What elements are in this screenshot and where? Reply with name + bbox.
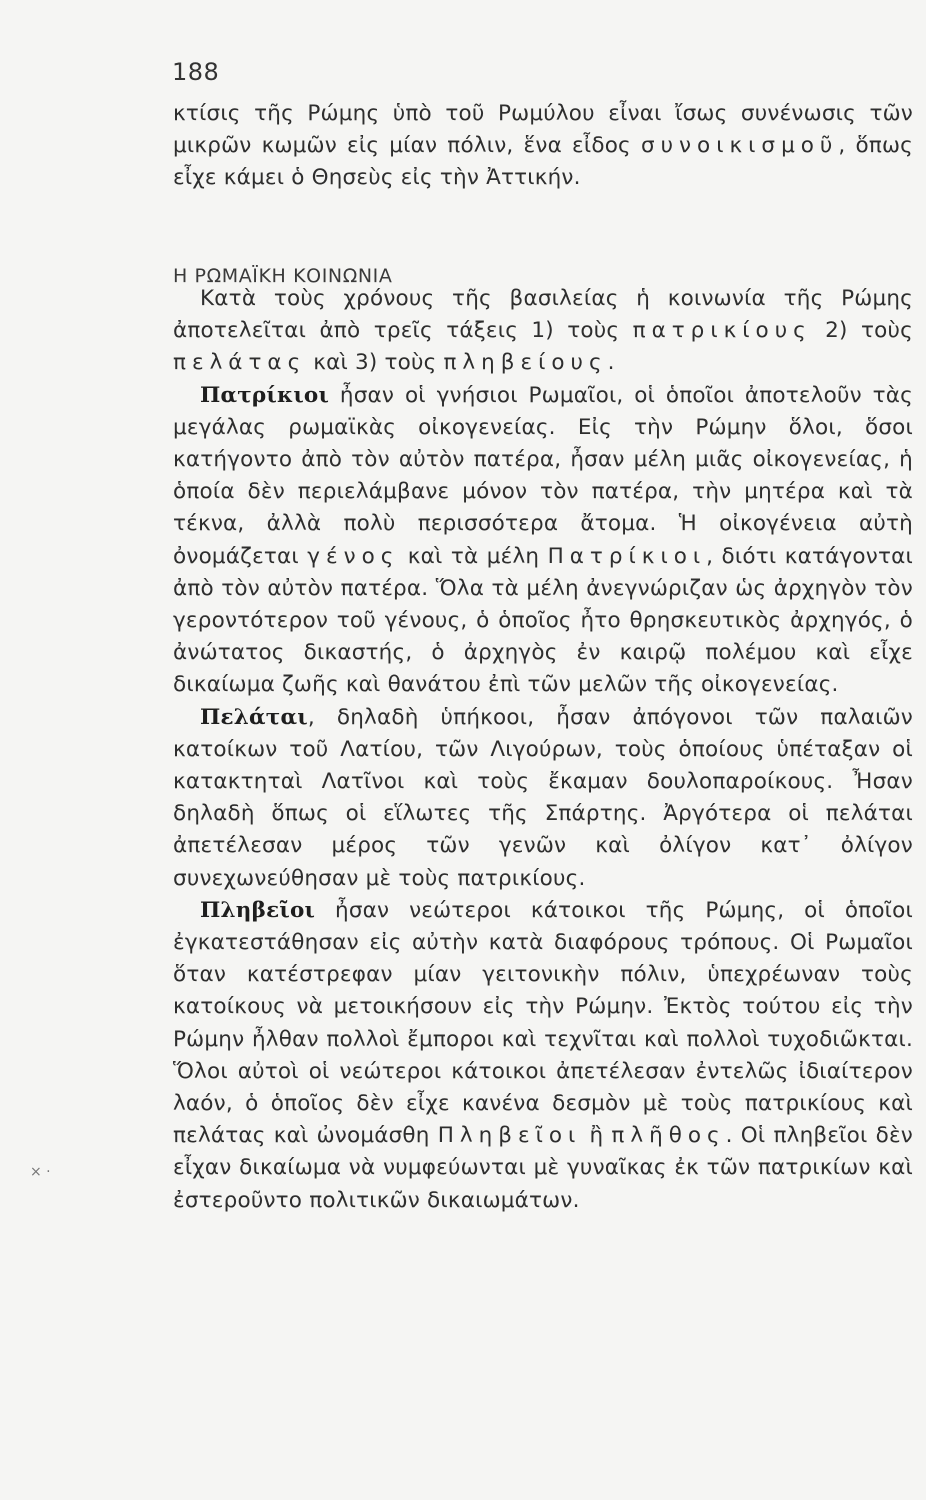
classes-text-2: 2) τοὺς bbox=[811, 318, 913, 344]
term-pelatas: πελάτας bbox=[173, 350, 307, 376]
term-plebeians-heading: Πληβεῖοι bbox=[200, 897, 316, 923]
term-plebeioi: Πληβεῖοι bbox=[437, 1123, 582, 1149]
term-patrikioi: Πατρίκιοι bbox=[547, 543, 707, 569]
paragraph-classes bbox=[173, 283, 913, 380]
paragraph-clients bbox=[173, 702, 913, 895]
clients-text: , δηλαδὴ ὑπήκοοι, ἦσαν ἀπόγονοι τῶν παλαιῶν κατοίκων τοῦ Λατίου, τῶν Λιγούρων, τοὺς ὁποίους ὑπέταξαν οἱ κατακτηταὶ Λατῖνοι καὶ τοὺς ἔκαμαν δουλοπαροίκους. Ἦσαν δηλαδὴ ὅπως οἱ εἵλωτες τῆς Σπάρτης. Ἀργότερα οἱ πελάται ἀπετέλεσαν μέρος τῶν γενῶν καὶ ὀλίγον κατ᾽ ὀλίγον συνεχωνεύθησαν μὲ τοὺς πατρικίους. bbox=[173, 704, 913, 891]
classes-text-4: . bbox=[607, 350, 615, 376]
section-body bbox=[173, 283, 913, 1217]
classes-text-3: καὶ 3) τοὺς bbox=[306, 350, 444, 376]
intro-text-start: κτίσις τῆς Ρώμης ὑπὸ τοῦ Ρωμύλου εἶναι ἴσως συνένωσις τῶν μικρῶν κωμῶν εἰς μίαν πόλιν, ἕνα εἶδος bbox=[173, 101, 913, 159]
classes-text-1: Κατὰ τοὺς χρόνους τῆς βασιλείας ἡ κοινωνία τῆς Ρώμης ἀποτελεῖται ἀπὸ τρεῖς τάξεις 1) τοὺς bbox=[173, 286, 913, 344]
term-clients-heading: Πελάται bbox=[200, 704, 308, 730]
term-plebeious: πληβείους bbox=[443, 350, 608, 376]
intro-text-end: , ὅπως εἶχε κάμει ὁ Θησεὺς εἰς τὴν Ἀττικήν. bbox=[173, 133, 913, 191]
page-number: 188 bbox=[172, 58, 220, 86]
patricians-text-2: καὶ τὰ μέλη bbox=[399, 543, 548, 569]
patricians-text-1: ἦσαν οἱ γνήσιοι Ρωμαῖοι, οἱ ὁποῖοι ἀποτελοῦν τὰς μεγάλας ρωμαϊκὰς οἰκογενείας. Εἰς τὴν Ρώμην ὅλοι, ὅσοι κατήγοντο ἀπὸ τὸν αὐτὸν πατέρα, ἦσαν μέλη μιᾶς οἰκογενείας, ἡ ὁποία δὲν περιελάμβανε μόνον τὸν πατέρα, τὴν μητέρα καὶ τὰ τέκνα, ἀλλὰ πολὺ περισσότερα ἄτομα. Ἡ οἰκογένεια αὐτὴ ὀνομάζεται bbox=[173, 382, 913, 569]
margin-mark: × · bbox=[30, 1164, 51, 1180]
paragraph-patricians bbox=[173, 380, 913, 702]
paragraph-plebeians bbox=[173, 895, 913, 1217]
term-synoikismos: συνοικισμοῦ bbox=[640, 133, 839, 159]
section-heading: Η ΡΩΜΑΪΚΗ ΚΟΙΝΩΝΙΑ bbox=[173, 265, 393, 287]
intro-paragraph bbox=[173, 98, 913, 195]
plebeians-text-3: . Οἱ πληβεῖοι δὲν εἶχαν δικαίωμα νὰ νυμφεύωνται μὲ γυναῖκας ἐκ τῶν πατρικίων καὶ ἐστεροῦντο πολιτικῶν δικαιωμάτων. bbox=[173, 1123, 913, 1213]
patricians-text-3: , διότι κατάγονται ἀπὸ τὸν αὐτὸν πατέρα. Ὅλα τὰ μέλη ἀνεγνώριζαν ὡς ἀρχηγὸν τὸν γεροντότερον τοῦ γένους, ὁ ὁποῖος ἦτο θρησκευτικὸς ἀρχηγός, ὁ ἀνώτατος δικαστής, ὁ ἀρχηγὸς ἐν καιρῷ πολέμου καὶ εἶχε δικαίωμα ζωῆς καὶ θανάτου ἐπὶ τῶν μελῶν τῆς οἰκογενείας. bbox=[173, 543, 913, 698]
plebeians-text-1: ἦσαν νεώτεροι κάτοικοι τῆς Ρώμης, οἱ ὁποῖοι ἐγκατεστάθησαν εἰς αὐτὴν κατὰ διαφόρους τρόπους. Οἱ Ρωμαῖοι ὅταν κατέστρεφαν μίαν γειτονικὴν πόλιν, ὑπεχρέωναν τοὺς κατοίκους νὰ μετοικήσουν εἰς τὴν Ρώμην. Ἐκτὸς τούτου εἰς τὴν Ρώμην ἦλθαν πολλοὶ ἔμποροι καὶ τεχνῖται καὶ πολλοὶ τυχοδιῶκται. Ὅλοι αὐτοὶ οἱ νεώτεροι κάτοικοι ἀπετέλεσαν ἐντελῶς ἰδιαίτερον λαόν, ὁ ὁποῖος δὲν εἶχε κανένα δεσμὸν μὲ τοὺς πατρικίους καὶ πελάτας καὶ ὠνομάσθη bbox=[173, 897, 913, 1149]
plebeians-text-2: ἢ bbox=[581, 1123, 612, 1149]
term-plethos: πλῆθος bbox=[611, 1123, 726, 1149]
term-patrikious: πατρικίους bbox=[632, 318, 812, 344]
term-genos: γένος bbox=[307, 543, 400, 569]
term-patricians-heading: Πατρίκιοι bbox=[200, 382, 330, 408]
